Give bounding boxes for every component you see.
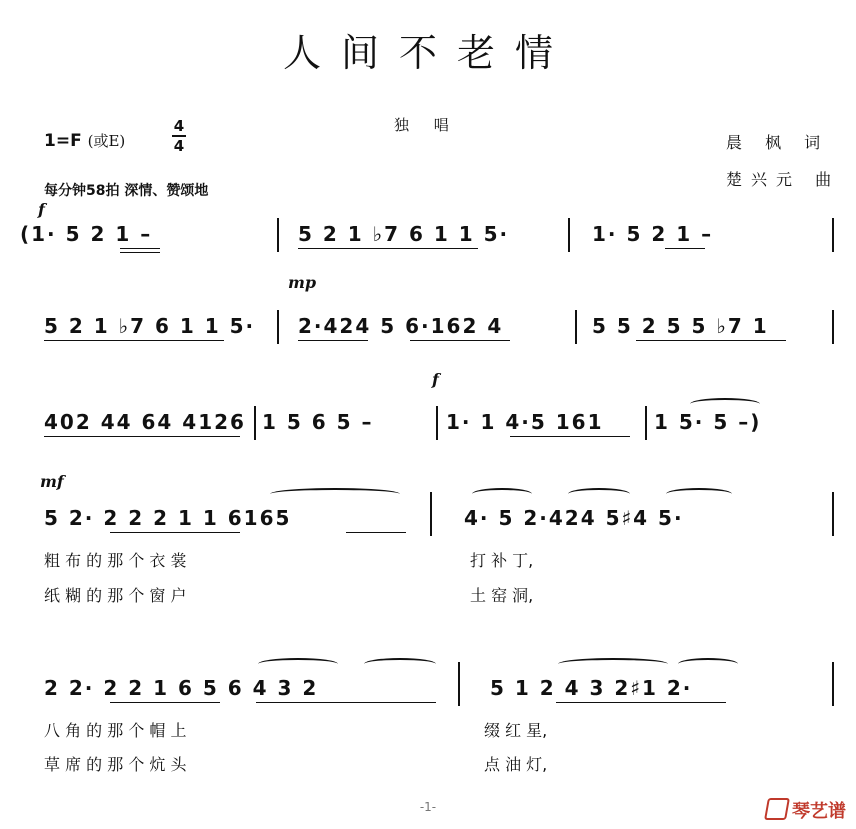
slur (690, 398, 760, 410)
measure: 402 44 64 4126 (44, 410, 246, 434)
beam-underline (298, 340, 368, 341)
beam-underline (44, 340, 224, 341)
barline (254, 406, 256, 440)
slur (568, 488, 630, 500)
barline (832, 310, 834, 344)
beam-underline (44, 436, 240, 437)
lyric-line: 缀 红 星, (484, 721, 548, 740)
barline (458, 662, 460, 706)
lyric-line: 点 油 灯, (484, 755, 548, 774)
barline (832, 662, 834, 706)
time-signature-top: 4 (173, 117, 185, 135)
beam-underline (110, 702, 220, 703)
slur (270, 488, 400, 500)
key-alt: (或E) (87, 132, 126, 150)
slur (258, 658, 338, 670)
logo-text: 琴艺谱 (792, 801, 846, 822)
slur (678, 658, 738, 670)
barline (277, 310, 279, 344)
measure: 5 5 2 5 5 ♭7 1 (592, 314, 769, 338)
beam-underline (110, 532, 240, 533)
time-signature-bottom: 4 (173, 137, 185, 155)
lyric-line: 纸 糊 的 那 个 窗 户 (44, 586, 187, 605)
lyric-line: 打 补 丁, (470, 551, 534, 570)
measure: 5 2· 2 2 2 1 1 6165 (44, 506, 292, 530)
barline (436, 406, 438, 440)
measure: 1· 5 2 1 – (592, 222, 714, 246)
lyric-line: 粗 布 的 那 个 衣 裳 (44, 551, 187, 570)
measure: 2·424 5 6·162 4 (298, 314, 504, 338)
score-row-3 (0, 406, 856, 456)
score-row-2 (0, 310, 856, 360)
key-signature (44, 130, 125, 151)
slur (666, 488, 732, 500)
page-number: -1- (419, 800, 437, 814)
measure: (1· 5 2 1 – (20, 222, 153, 246)
dynamic-mark: mp (288, 273, 317, 292)
slur (472, 488, 532, 500)
beam-underline (346, 532, 406, 533)
logo-icon (764, 798, 790, 820)
dynamic-mark: mf (40, 472, 64, 491)
measure: 2 2· 2 2 1 6 5 6 4 3 2 (44, 676, 319, 700)
lyric-line: 草 席 的 那 个 炕 头 (44, 755, 187, 774)
dynamic-mark: f (432, 370, 439, 389)
site-logo (766, 797, 846, 823)
score-row-4 (0, 502, 856, 552)
barline (277, 218, 279, 252)
beam-underline (410, 340, 510, 341)
beam-underline (256, 702, 436, 703)
measure: 5 1 2 4 3 2♯1 2· (490, 676, 693, 700)
barline (832, 218, 834, 252)
lyric-line: 土 窑 洞, (470, 586, 534, 605)
composer-credit: 楚兴元 曲 (726, 170, 841, 189)
tempo-marking: 每分钟58拍 深情、赞颂地 (44, 183, 209, 199)
song-title: 人间不老情 (282, 31, 573, 75)
barline (832, 492, 834, 536)
score-row-5 (0, 672, 856, 722)
measure: 4· 5 2·424 5♯4 5· (464, 506, 684, 530)
barline (645, 406, 647, 440)
beam-underline (298, 248, 478, 249)
key-main: 1=F (44, 131, 82, 151)
slur (558, 658, 668, 670)
performance-type: 独 唱 (394, 116, 459, 134)
beam-underline (510, 436, 630, 437)
barline (568, 218, 570, 252)
measure: 1 5 6 5 – (262, 410, 374, 434)
lyricist-credit: 晨 枫 词 (726, 133, 830, 152)
measure: 1 5· 5 –) (654, 410, 762, 434)
score-row-1 (0, 218, 856, 268)
lyric-line: 八 角 的 那 个 帽 上 (44, 721, 187, 740)
beam-underline (120, 248, 160, 249)
beam-underline (665, 248, 705, 249)
barline (575, 310, 577, 344)
beam-underline (120, 252, 160, 253)
slur (364, 658, 436, 670)
time-signature (172, 118, 186, 154)
measure: 5 2 1 ♭7 6 1 1 5· (44, 314, 256, 338)
dynamic-mark: f (38, 200, 45, 219)
beam-underline (556, 702, 726, 703)
barline (430, 492, 432, 536)
measure: 5 2 1 ♭7 6 1 1 5· (298, 222, 510, 246)
beam-underline (636, 340, 786, 341)
measure: 1· 1 4·5 161 (446, 410, 604, 434)
